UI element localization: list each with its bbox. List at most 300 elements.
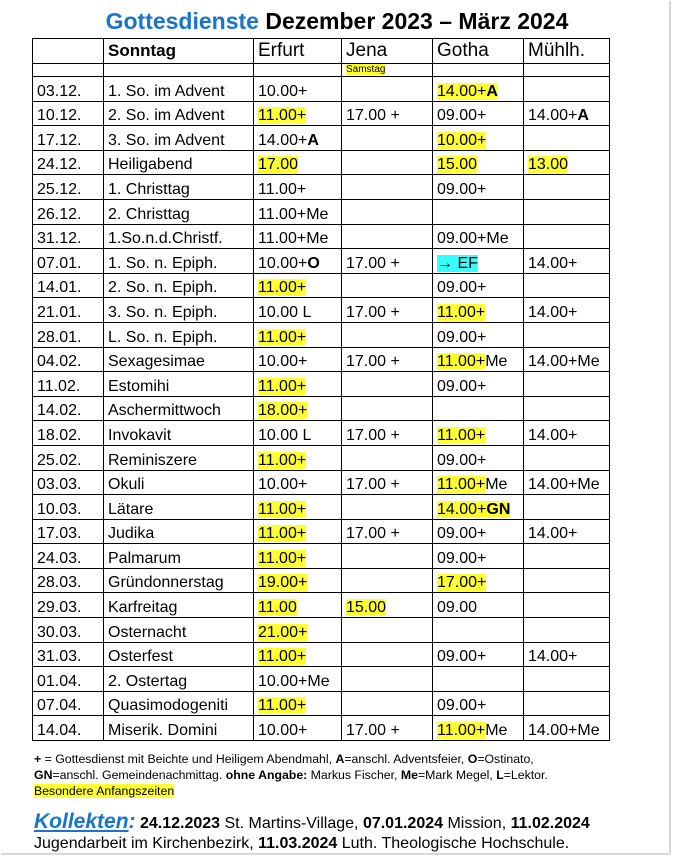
time-jena: [346, 525, 400, 542]
time-value: 10.00+Me: [258, 672, 330, 690]
cell-gotha: [433, 691, 524, 716]
cell-jena: [342, 175, 433, 200]
fn-text-3: =Ostinato,: [477, 752, 534, 766]
time-value: 11.00+: [258, 648, 307, 666]
cell-erfurt: [254, 273, 342, 298]
time-gotha: [437, 476, 485, 493]
kollekte-date-1: 24.12.2023: [139, 815, 221, 832]
time-gotha: [437, 525, 486, 542]
time-trailing: Me: [485, 476, 508, 494]
cell-gotha: [433, 150, 524, 175]
time-value: 17.00 +: [346, 476, 400, 494]
row-date: 24.03.: [33, 544, 104, 569]
cell-gotha: [433, 618, 524, 643]
subheader-row: [33, 64, 610, 77]
cell-jena: [342, 224, 433, 249]
cell-erfurt: [254, 593, 342, 618]
row-sunday-name: 2. Ostertag: [104, 667, 254, 692]
cell-erfurt: [254, 642, 342, 667]
time-gotha: [437, 722, 485, 739]
cell-erfurt: [254, 199, 342, 224]
time-erfurt: [258, 83, 307, 100]
time-value: 10.00+: [258, 82, 308, 100]
cell-erfurt: [254, 224, 342, 249]
cell-erfurt: [254, 495, 342, 520]
cell-muehlh: [524, 568, 610, 593]
time-value: 14.00+: [528, 648, 578, 666]
time-value: 11.00+: [437, 426, 486, 444]
row-sunday-name: Gründonnerstag: [104, 568, 254, 593]
row-date: 21.01.: [33, 298, 104, 323]
time-erfurt: [258, 329, 306, 346]
time-value: 11.00+: [258, 328, 307, 346]
schedule-row: [33, 322, 610, 347]
cell-muehlh: [524, 273, 610, 298]
cell-muehlh: [524, 224, 610, 249]
time-gotha: [437, 550, 486, 567]
row-sunday-name: 3. So. im Advent: [104, 126, 254, 151]
time-value: 09.00+: [437, 648, 487, 666]
cell-jena: [342, 298, 433, 323]
row-sunday-name: Miserik. Domini: [104, 716, 254, 741]
time-muehlh: [528, 107, 589, 124]
cell-muehlh: [524, 593, 610, 618]
cell-gotha: [433, 298, 524, 323]
row-date: 26.12.: [33, 199, 104, 224]
row-date: 25.12.: [33, 175, 104, 200]
cell-erfurt: [254, 150, 342, 175]
cell-erfurt: [254, 101, 342, 126]
time-muehlh: [528, 525, 577, 542]
time-value: 14.00+Me: [528, 722, 600, 740]
row-date: 14.04.: [33, 716, 104, 741]
time-gotha: [437, 427, 485, 444]
cell-jena: [342, 445, 433, 470]
schedule-row: [33, 396, 610, 421]
cell-muehlh: [524, 372, 610, 397]
schedule-row: [33, 273, 610, 298]
time-value: 10.00 L: [258, 426, 312, 444]
time-gotha: [437, 353, 485, 370]
time-jena: [346, 427, 400, 444]
row-date: 10.12.: [33, 101, 104, 126]
time-jena: [346, 107, 400, 124]
row-sunday-name: Aschermittwoch: [104, 396, 254, 421]
row-sunday-name: 2. So. n. Epiph.: [104, 273, 254, 298]
time-trailing: Me: [485, 353, 508, 371]
time-gotha: [437, 378, 486, 395]
time-value: 09.00+: [437, 107, 487, 125]
header-gotha: Gotha: [433, 39, 524, 64]
cell-muehlh: [524, 470, 610, 495]
cell-gotha: [433, 642, 524, 667]
time-erfurt: [258, 255, 320, 272]
row-date: 31.12.: [33, 224, 104, 249]
cell-jena: [342, 126, 433, 151]
time-value: 10.00+: [258, 254, 308, 272]
time-value: 11.00+: [437, 303, 486, 321]
cell-erfurt: [254, 372, 342, 397]
time-erfurt: [258, 353, 307, 370]
row-date: 04.02.: [33, 347, 104, 372]
row-date: 01.04.: [33, 667, 104, 692]
cell-muehlh: [524, 249, 610, 274]
time-value: 09.00+: [437, 549, 487, 567]
time-value: 18.00+: [258, 402, 308, 420]
cell-gotha: [433, 322, 524, 347]
cell-jena: [342, 495, 433, 520]
cell-muehlh: [524, 101, 610, 126]
time-suffix: GN: [486, 500, 511, 518]
time-erfurt: [258, 132, 319, 149]
time-erfurt: [258, 107, 306, 124]
schedule-row: [33, 249, 610, 274]
time-muehlh: [528, 156, 568, 173]
time-value: 11.00+: [258, 500, 307, 518]
time-suffix: A: [486, 82, 498, 100]
time-erfurt: [258, 476, 307, 493]
time-value: 14.00+: [258, 131, 308, 149]
cell-muehlh: [524, 150, 610, 175]
time-jena: [346, 722, 400, 739]
time-jena: [346, 599, 386, 616]
title-period: Dezember 2023 – März 2024: [258, 8, 569, 34]
schedule-row: [33, 372, 610, 397]
row-sunday-name: Okuli: [104, 470, 254, 495]
time-value: 17.00 +: [346, 254, 400, 272]
time-value: 17.00 +: [346, 107, 400, 125]
row-sunday-name: Osterfest: [104, 642, 254, 667]
time-erfurt: [258, 550, 306, 567]
time-erfurt: [258, 402, 307, 419]
time-value: 15.00: [346, 599, 387, 617]
schedule-row: [33, 495, 610, 520]
kollekte-text-1: St. Martins-Village,: [220, 815, 363, 832]
time-value: 14.00+Me: [528, 476, 600, 494]
time-erfurt: [258, 673, 330, 690]
time-muehlh: [528, 476, 600, 493]
time-value: 09.00+: [437, 525, 487, 543]
schedule-row: [33, 691, 610, 716]
cell-muehlh: [524, 445, 610, 470]
cell-erfurt: [254, 716, 342, 741]
schedule-row: [33, 175, 610, 200]
cell-muehlh: [524, 716, 610, 741]
legend-besondere-zeiten: Besondere Anfangszeiten: [34, 784, 175, 798]
cell-gotha: [433, 495, 524, 520]
row-sunday-name: Osternacht: [104, 618, 254, 643]
cell-erfurt: [254, 298, 342, 323]
fn-text-1: = Gottesdienst mit Beichte und Heiligem Abendmahl,: [41, 752, 336, 766]
fn-text-2: =anschl. Adventsfeier,: [344, 752, 468, 766]
time-erfurt: [258, 574, 307, 591]
kollekte-text-2: Mission,: [443, 815, 511, 832]
cell-jena: [342, 618, 433, 643]
cell-muehlh: [524, 544, 610, 569]
time-gotha: [437, 329, 486, 346]
schedule-row: [33, 716, 610, 741]
time-jena: [346, 353, 400, 370]
row-date: 14.02.: [33, 396, 104, 421]
time-value: 11.00+: [258, 525, 307, 543]
schedule-table: [32, 38, 610, 741]
time-trailing: Me: [485, 722, 508, 740]
row-sunday-name: Quasimodogeniti: [104, 691, 254, 716]
page-title: [0, 8, 674, 35]
cell-gotha: [433, 470, 524, 495]
row-date: 24.12.: [33, 150, 104, 175]
cell-jena: [342, 519, 433, 544]
header-jena: Jena: [342, 39, 433, 64]
time-gotha: [437, 452, 486, 469]
schedule-row: [33, 667, 610, 692]
row-date: 10.03.: [33, 495, 104, 520]
time-value: 09.00+: [437, 697, 487, 715]
time-value: 09.00+: [437, 279, 487, 297]
fn-a: A: [335, 752, 345, 766]
time-value: 11.00: [258, 599, 297, 617]
kollekten-label: Kollekten: [34, 810, 129, 833]
time-muehlh: [528, 722, 600, 739]
row-sunday-name: Karfreitag: [104, 593, 254, 618]
cell-erfurt: [254, 470, 342, 495]
row-date: 30.03.: [33, 618, 104, 643]
time-value: 17.00+: [437, 574, 487, 592]
cell-jena: [342, 347, 433, 372]
time-erfurt: [258, 599, 297, 616]
cell-gotha: [433, 519, 524, 544]
time-value: 14.00+: [528, 525, 578, 543]
row-sunday-name: Invokavit: [104, 421, 254, 446]
schedule-row: [33, 593, 610, 618]
cell-jena: [342, 101, 433, 126]
time-value: 15.00: [437, 156, 478, 174]
cell-jena: [342, 716, 433, 741]
time-gotha: [437, 181, 486, 198]
time-value: 11.00+: [258, 107, 307, 125]
time-value: 10.00+: [258, 476, 308, 494]
time-value: 09.00+: [437, 328, 487, 346]
time-value: 14.00+Me: [528, 353, 600, 371]
time-suffix: A: [577, 107, 589, 125]
cell-gotha: [433, 445, 524, 470]
kollekten-section: [34, 812, 664, 854]
time-value: 11.00+: [437, 353, 486, 371]
time-value: 14.00+: [437, 82, 487, 100]
cell-erfurt: [254, 347, 342, 372]
time-value: 11.00+: [258, 549, 307, 567]
row-sunday-name: Estomihi: [104, 372, 254, 397]
time-gotha: [437, 599, 477, 616]
schedule-row: [33, 445, 610, 470]
row-sunday-name: Lätare: [104, 495, 254, 520]
time-jena: [346, 476, 400, 493]
time-muehlh: [528, 255, 577, 272]
cell-jena: [342, 322, 433, 347]
row-sunday-name: Reminiszere: [104, 445, 254, 470]
row-date: 17.03.: [33, 519, 104, 544]
time-gotha: [437, 501, 510, 518]
cell-gotha: [433, 421, 524, 446]
row-sunday-name: 3. So. n. Epiph.: [104, 298, 254, 323]
time-value: 09.00+: [437, 180, 487, 198]
cell-jena: [342, 568, 433, 593]
kollekten-colon: :: [128, 810, 136, 833]
cell-gotha: [433, 568, 524, 593]
cell-gotha: [433, 77, 524, 102]
footnote: [34, 751, 654, 799]
cell-erfurt: [254, 568, 342, 593]
header-erfurt: Erfurt: [254, 39, 342, 64]
cell-gotha: [433, 199, 524, 224]
time-value: 17.00 +: [346, 722, 400, 740]
cell-erfurt: [254, 126, 342, 151]
row-sunday-name: L. So. n. Epiph.: [104, 322, 254, 347]
cell-muehlh: [524, 322, 610, 347]
time-jena: [346, 255, 400, 272]
row-date: 11.02.: [33, 372, 104, 397]
cell-muehlh: [524, 618, 610, 643]
schedule-row: [33, 519, 610, 544]
fn-plus: +: [34, 752, 42, 766]
cell-muehlh: [524, 495, 610, 520]
time-erfurt: [258, 648, 306, 665]
time-value: 11.00+: [258, 180, 307, 198]
time-value: 14.00+: [528, 107, 578, 125]
sub-empty: [33, 64, 104, 77]
schedule-row: [33, 150, 610, 175]
row-date: 18.02.: [33, 421, 104, 446]
cell-jena: [342, 199, 433, 224]
row-sunday-name: 2. So. im Advent: [104, 101, 254, 126]
schedule-row: [33, 224, 610, 249]
kollekte-date-3: 11.02.2024: [510, 815, 590, 832]
time-value: 11.00+: [258, 451, 307, 469]
time-value: 11.00+Me: [258, 205, 329, 223]
time-erfurt: [258, 624, 307, 641]
cell-jena: [342, 667, 433, 692]
time-muehlh: [528, 427, 577, 444]
fn-o: O: [467, 752, 478, 766]
kollekte-date-2: 07.01.2024: [362, 815, 444, 832]
time-suffix: O: [307, 254, 320, 272]
cell-jena: [342, 396, 433, 421]
cell-jena: [342, 544, 433, 569]
time-erfurt: [258, 279, 306, 296]
row-sunday-name: Heiligabend: [104, 150, 254, 175]
time-suffix: A: [307, 131, 319, 149]
cell-gotha: [433, 126, 524, 151]
fn-ohne: ohne Angabe:: [225, 768, 308, 782]
cell-muehlh: [524, 347, 610, 372]
schedule-row: [33, 568, 610, 593]
time-value: 17.00 +: [346, 303, 400, 321]
cell-erfurt: [254, 77, 342, 102]
time-muehlh: [528, 304, 577, 321]
schedule-row: [33, 101, 610, 126]
cell-erfurt: [254, 396, 342, 421]
time-erfurt: [258, 501, 306, 518]
time-gotha: [437, 304, 485, 321]
row-date: 29.03.: [33, 593, 104, 618]
time-value: 13.00: [528, 156, 569, 174]
jena-samstag-note: Samstag: [346, 64, 386, 75]
cell-jena: [342, 150, 433, 175]
row-sunday-name: Palmarum: [104, 544, 254, 569]
cell-muehlh: [524, 642, 610, 667]
cell-muehlh: [524, 77, 610, 102]
row-sunday-name: Judika: [104, 519, 254, 544]
sub-empty: [104, 64, 254, 77]
time-value: 09.00: [437, 599, 478, 617]
time-value: 10.00+: [258, 722, 308, 740]
schedule-row: [33, 298, 610, 323]
sub-empty: [524, 64, 610, 77]
cell-jena: [342, 273, 433, 298]
time-gotha: [437, 230, 509, 247]
cell-erfurt: [254, 519, 342, 544]
cell-gotha: [433, 273, 524, 298]
sub-jena: [342, 64, 433, 77]
cell-muehlh: [524, 667, 610, 692]
time-erfurt: [258, 378, 306, 395]
header-date: [33, 39, 104, 64]
time-gotha: [437, 107, 486, 124]
row-date: 28.03.: [33, 568, 104, 593]
cell-gotha: [433, 667, 524, 692]
schedule-row: [33, 544, 610, 569]
time-value: 14.00+: [528, 426, 578, 444]
time-value: 09.00+Me: [437, 230, 509, 248]
row-sunday-name: 1. So. n. Epiph.: [104, 249, 254, 274]
time-jena: [346, 304, 400, 321]
schedule-row: [33, 126, 610, 151]
cell-muehlh: [524, 519, 610, 544]
sub-empty: [254, 64, 342, 77]
time-value: 09.00+: [437, 377, 487, 395]
cell-jena: [342, 691, 433, 716]
row-date: 25.02.: [33, 445, 104, 470]
cell-gotha: [433, 224, 524, 249]
kollekte-text-3: Jugendarbeit im Kirchenbezirk,: [34, 835, 259, 852]
fn-text-6: =Mark Megel,: [417, 768, 497, 782]
cell-muehlh: [524, 175, 610, 200]
time-value: 19.00+: [258, 574, 308, 592]
schedule-row: [33, 421, 610, 446]
row-date: 31.03.: [33, 642, 104, 667]
time-value: 10.00+: [258, 353, 308, 371]
cell-gotha: [433, 593, 524, 618]
cell-gotha: [433, 249, 524, 274]
time-gotha: [437, 156, 477, 173]
cell-erfurt: [254, 691, 342, 716]
cell-muehlh: [524, 298, 610, 323]
cell-jena: [342, 593, 433, 618]
time-value: 17.00 +: [346, 426, 400, 444]
cell-gotha: [433, 716, 524, 741]
time-muehlh: [528, 353, 600, 370]
fn-text-5: Markus Fischer,: [307, 768, 401, 782]
cell-muehlh: [524, 396, 610, 421]
time-erfurt: [258, 304, 311, 321]
time-value: 09.00+: [437, 451, 487, 469]
time-value: 17.00 +: [346, 353, 400, 371]
row-sunday-name: Sexagesimae: [104, 347, 254, 372]
row-date: 17.12.: [33, 126, 104, 151]
time-value: 10.00 L: [258, 303, 312, 321]
time-gotha: [437, 697, 486, 714]
cell-muehlh: [524, 691, 610, 716]
